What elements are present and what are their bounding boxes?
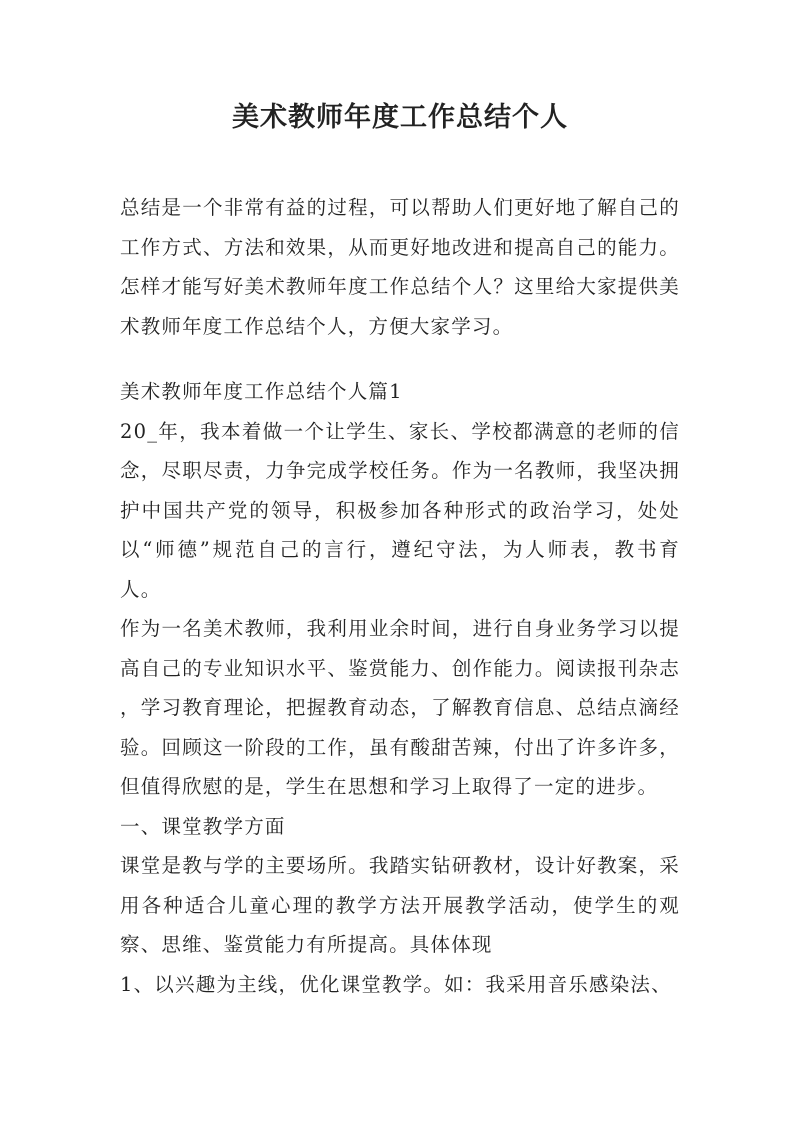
intro-section	[120, 188, 680, 346]
main-section	[120, 372, 680, 1004]
paragraph: 1、以兴趣为主线，优化课堂教学。如：我采用音乐感染法、	[120, 972, 672, 996]
intro-paragraph: 总结是一个非常有益的过程，可以帮助人们更好地了解自己的工作方式、方法和效果，从而更好地改进和提高自己的能力。怎样才能写好美术教师年度工作总结个人？这里给大家提供美术教师年度工作总结个人，方便大家学习。	[120, 196, 680, 338]
document-title: 美术教师年度工作总结个人	[232, 102, 568, 133]
paragraph: 课堂是教与学的主要场所。我踏实钻研教材，设计好教案，采用各种适合儿童心理的教学方法开展教学活动，使学生的观察、思维、鉴赏能力有所提高。具体体现	[120, 854, 680, 956]
subsection-heading: 一、课堂教学方面	[120, 814, 286, 838]
section-heading: 美术教师年度工作总结个人篇1	[120, 380, 403, 403]
paragraph: 作为一名美术教师，我利用业余时间，进行自身业务学习以提高自己的专业知识水平、鉴赏能力、创作能力。阅读报刊杂志 ，学习教育理论，把握教育动态，了解教育信息、总结点滴经验。回顾这一阶段的工作，虽有酸甜苦辣，付出了许多许多，但值得欣慰的是，学生在思想和学习上取得了一定的进步。	[120, 617, 680, 798]
paragraph: 20_年，我本着做一个让学生、家长、学校都满意的老师的信念，尽职尽责，力争完成学校任务。作为一名教师，我坚决拥护中国共产党的领导，积极参加各种形式的政治学习，处处以“师德”规范自己的言行，遵纪守法，为人师表，教书育人。	[120, 419, 680, 601]
